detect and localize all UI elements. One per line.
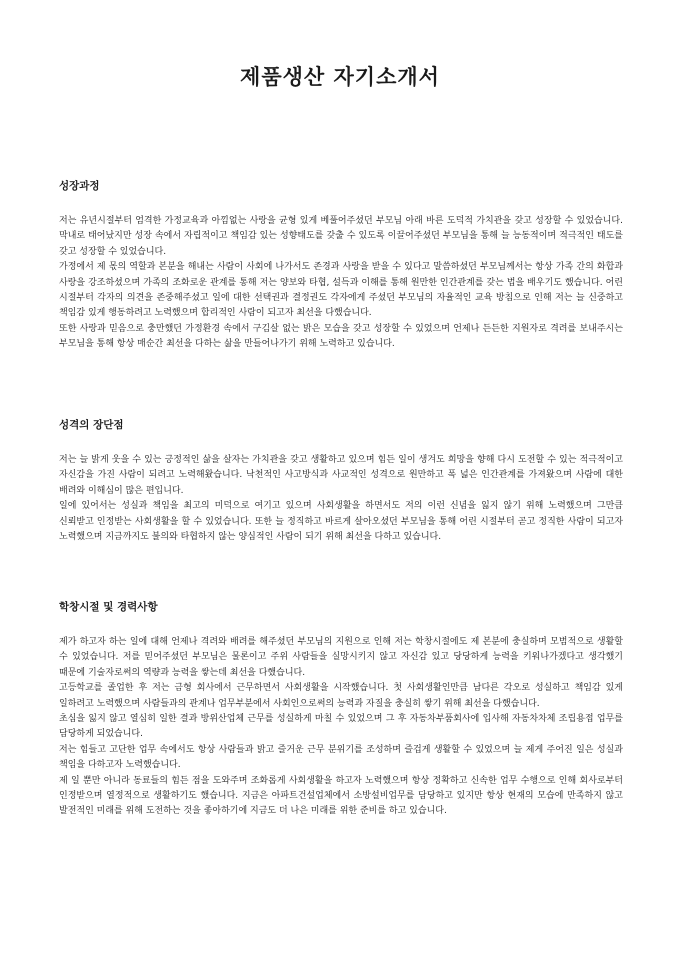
- section-heading: 성격의 장단점: [59, 419, 124, 431]
- section-heading: 학창시절 및 경력사항: [59, 601, 158, 613]
- paragraph: 일에 있어서는 성실과 책임을 최고의 미덕으로 여기고 있으며 사회생활을 하면서도 저의 이런 신념을 잃지 않기 위해 노력했으며 그만큼 신뢰받고 인정받는 사회생활을 할 수 있었습니다. 또한 늘 정직하고 바르게 살아오셨던 부모님을 통해 어린 시절부터 곧고 정직한 사람이 되고자 노력했으며 지금까지도 불의와 타협하지 않는 양심적인 사람이 되기 위해 최선을 다하고 있습니다.: [59, 501, 623, 543]
- paragraph: 저는 유년시절부터 엄격한 가정교육과 아낌없는 사랑을 균형 있게 베풀어주셨던 부모님 아래 바른 도덕적 가치관을 갖고 성장할 수 있었습니다. 막내로 태어났지만 성장 속에서 자립적이고 책임감 있는 성향태도를 갖출 수 있도록 이끌어주셨던 부모님을 통해 늘 능동적이며 적극적인 태도를 갖고 성장할 수 있었습니다.: [59, 216, 623, 257]
- paragraph: 고등학교를 졸업한 후 저는 금형 회사에서 근무하면서 사회생활을 시작했습니다. 첫 사회생활인만큼 남다른 각오로 성실하고 책임감 있게 일하려고 노력했으며 사람들과의 관계나 업무부분에서 사회인으로써의 능력과 자질을 충실히 쌓기 위해 최선을 다했습니다.: [59, 683, 623, 709]
- paragraph: 초심을 잃지 않고 열심히 일한 결과 방위산업체 근무를 성실하게 마칠 수 있었으며 그 후 자동차부품회사에 입사해 자동차차체 조립용접 업무를 담당하게 되었습니다.: [59, 714, 623, 740]
- paragraph: 저는 힘들고 고단한 업무 속에서도 항상 사람들과 밝고 즐거운 근무 분위기를 조성하며 즐겁게 생활할 수 있었으며 늘 제게 주어진 일은 성실과 책임을 다하고자 노력했습니다.: [59, 744, 623, 771]
- paragraph: 또한 사랑과 믿음으로 충만했던 가정환경 속에서 구김살 없는 밝은 모습을 갖고 성장할 수 있었으며 언제나 든든한 지원자로 격려를 보내주시는 부모님을 통해 항상 매순간 최선을 다하는 삶을 만들어나가기 위해 노력하고 있습니다.: [59, 323, 623, 350]
- section-heading: 성장과정: [59, 180, 100, 192]
- section-school-career: [59, 599, 623, 820]
- paragraph: 제 일 뿐만 아니라 동료들의 힘든 점을 도와주며 조화롭게 사회생활을 하고자 노력했으며 항상 정확하고 신속한 업무 수행으로 인해 회사로부터 인정받으며 열정적으로 생활하기도 했습니다. 지금은 아파트건설업체에서 소방설비업무를 담당하고 있지만 항상 현재의 모습에 만족하지 않고 발전적인 미래를 위해 도전하는 것을 좋아하기에 지금도 더 나은 미래를 위한 준비를 하고 있습니다.: [59, 775, 623, 817]
- paragraph: 저는 늘 밝게 웃을 수 있는 긍정적인 삶을 살자는 가치관을 갖고 생활하고 있으며 힘든 일이 생겨도 희망을 향해 다시 도전할 수 있는 적극적이고 자신감을 가진 사람이 되려고 노력해왔습니다. 낙천적인 사고방식과 사교적인 성격으로 원만하고 폭 넓은 인간관계를 가져왔으며 사람에 대한 배려와 이해심이 많은 편입니다.: [59, 455, 623, 496]
- paragraph: 가정에서 제 몫의 역할과 본분을 해내는 사람이 사회에 나가서도 존경과 사랑을 받을 수 있다고 말씀하셨던 부모님께서는 항상 가족 간의 화합과 사랑을 강조하셨으며 가족의 조화로운 관계를 통해 저는 양보와 타협, 설득과 이해를 통해 원만한 인간관계를 갖는 법을 배우기도 했습니다. 어린 시절부터 각자의 의견을 존중해주셨고 일에 대한 선택권과 결정권도 각자에게 주셨던 부모님의 자율적인 교육 방침으로 인해 저는 늘 신중하고 책임감 있게 행동하려고 노력했으며 합리적인 사람이 되고자 최선을 다했습니다.: [59, 262, 623, 319]
- section-personality: [59, 417, 623, 545]
- paragraph: 제가 하고자 하는 일에 대해 언제나 격려와 배려를 해주셨던 부모님의 지원으로 인해 저는 학창시절에도 제 본분에 충실하며 모범적으로 생활할 수 있었습니다. 저를 믿어주셨던 부모님은 물론이고 주위 사람들을 실망시키지 않고 자신감 있고 당당하게 능력을 키워나가겠다고 생각했기 때문에 기술자로써의 역량과 능력을 쌓는데 최선을 다했습니다.: [59, 637, 623, 678]
- document-title: 제품생산 자기소개서: [240, 65, 440, 89]
- section-growth: [59, 178, 623, 353]
